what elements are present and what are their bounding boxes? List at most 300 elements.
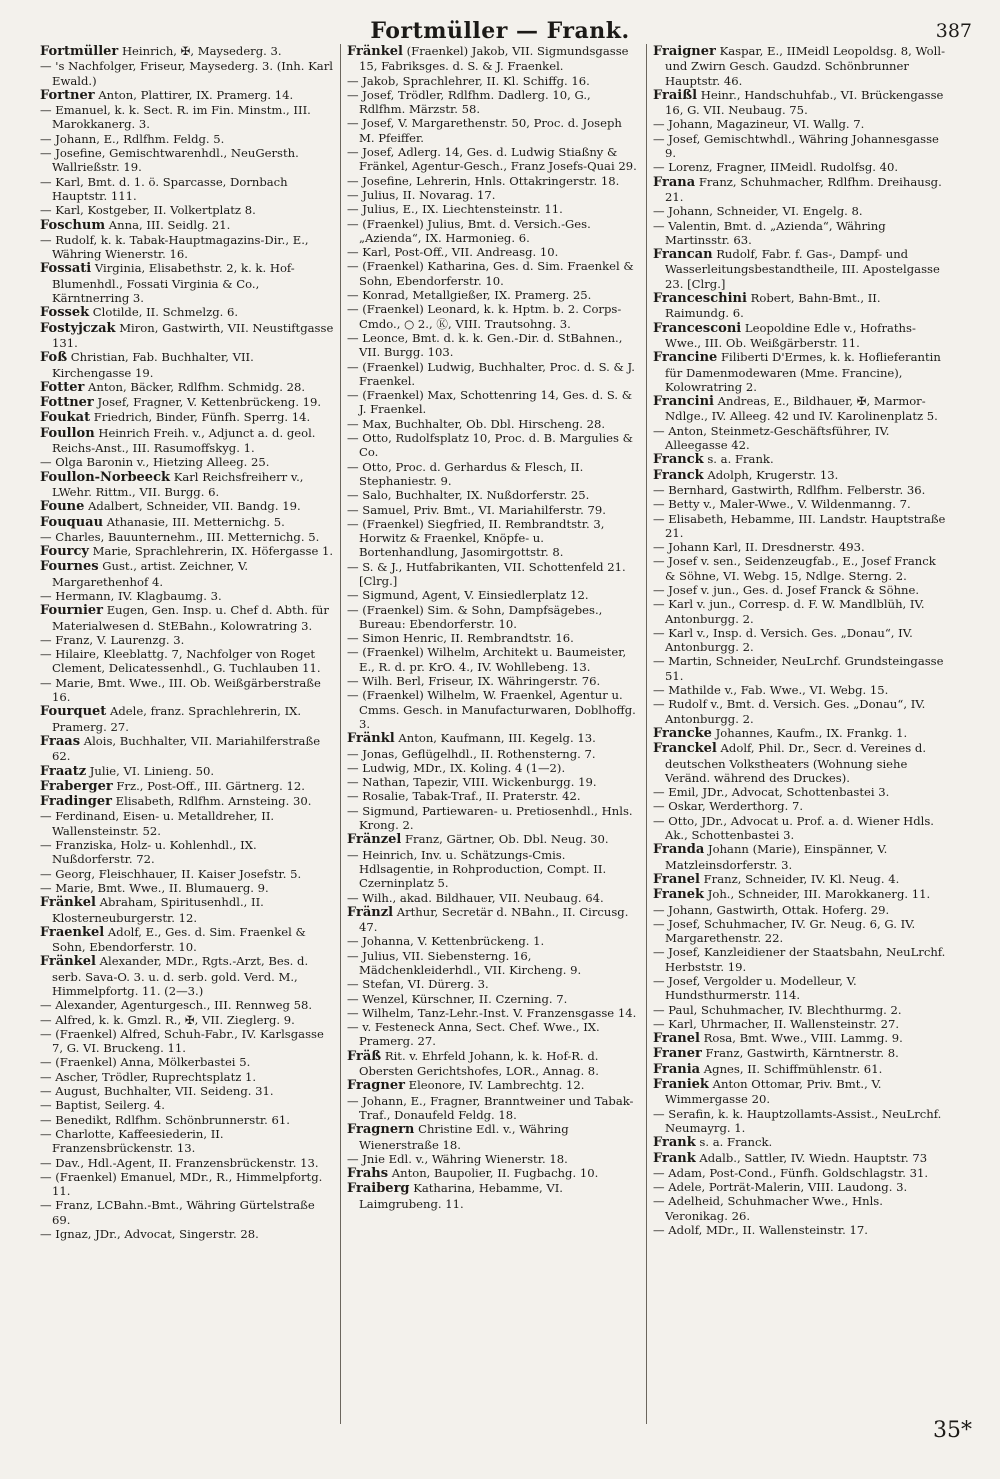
entry-headword: Fraenkel xyxy=(40,924,105,940)
entry-text: — (Fraenkel) Ludwig, Buchhalter, Proc. d. S. & J. Fraenkel. xyxy=(347,359,635,388)
entry-text: — Alexander, Agenturgesch., III. Rennweg 58. xyxy=(40,998,313,1013)
directory-entry xyxy=(347,74,640,88)
directory-entry xyxy=(40,633,334,647)
directory-entry xyxy=(347,1181,640,1211)
entry-text: Athanasie, III. Metternichg. 5. xyxy=(106,514,285,529)
directory-entry xyxy=(653,483,946,497)
directory-entry xyxy=(653,1077,946,1107)
directory-entry xyxy=(347,949,640,978)
directory-entry xyxy=(40,44,334,59)
entry-text: — Adolf, MDr., II. Wallensteinstr. 17. xyxy=(653,1223,868,1238)
entry-text: — Franz, LCBahn.-Bmt., Währing Gürtelstraße 69. xyxy=(40,1198,315,1227)
directory-entry xyxy=(653,44,946,88)
directory-entry xyxy=(653,554,946,583)
directory-entry xyxy=(653,1194,946,1223)
directory-entry xyxy=(653,842,946,872)
entry-headword: Fostyjczak xyxy=(40,320,116,336)
column-left xyxy=(34,44,340,1424)
directory-entry xyxy=(347,848,640,891)
entry-text: — Karl, Post-Off., VII. Andreasg. 10. xyxy=(347,245,559,260)
directory-entry xyxy=(347,747,640,761)
entry-text: — Josef, V. Margarethenstr. 50, Proc. d. Joseph M. Pfeiffer. xyxy=(347,116,622,145)
entry-text: — Adele, Porträt-Malerin, VIII. Laudong. 3. xyxy=(653,1180,908,1195)
entry-headword: Francke xyxy=(653,725,712,741)
directory-entry xyxy=(347,674,640,688)
entry-headword: Fraas xyxy=(40,733,81,749)
entry-text: Gust., artist. Zeichner, V. Margarethenhof 4. xyxy=(52,559,249,589)
directory-entry xyxy=(653,814,946,843)
directory-entry xyxy=(653,654,946,683)
entry-headword: Fossati xyxy=(40,261,92,277)
directory-entry xyxy=(347,88,640,117)
entry-text: Abraham, Spiritusenhdl., II. Klosterneuburgerstr. 12. xyxy=(52,895,264,925)
entry-text: — Johann, E., Rdlfhm. Feldg. 5. xyxy=(40,131,225,146)
entry-text: — Wilh., akad. Bildhauer, VII. Neubaug. 64. xyxy=(347,890,604,905)
directory-entry xyxy=(653,1135,946,1150)
entry-text: Adolf, E., Ges. d. Sim. Fraenkel & Sohn, Ebendorferstr. 10. xyxy=(52,924,306,955)
directory-entry xyxy=(653,1003,946,1017)
entry-text: — Julius, VII. Siebensterng. 16, Mädchenkleiderhdl., VII. Kircheng. 9. xyxy=(347,948,582,977)
entry-headword: Francesconi xyxy=(653,320,742,336)
directory-entry xyxy=(653,974,946,1003)
entry-headword: Fraiberg xyxy=(347,1181,410,1197)
directory-entry xyxy=(347,1166,640,1181)
entry-text: — Josef v. jun., Ges. d. Josef Franck & Söhne. xyxy=(653,582,920,597)
entry-text: Adolph, Krugerstr. 13. xyxy=(707,467,839,482)
column-right xyxy=(646,44,952,1424)
directory-entry xyxy=(653,583,946,597)
entry-headword: Fradinger xyxy=(40,794,112,810)
directory-entry xyxy=(40,426,334,456)
entry-text: — Johann Karl, II. Dresdnerstr. 493. xyxy=(653,540,865,555)
signature-mark: 35* xyxy=(933,1418,972,1443)
entry-text: — Paul, Schuhmacher, IV. Blechthurmg. 2. xyxy=(653,1002,902,1017)
entry-text: — Josefine, Lehrerin, Hnls. Ottakringerstr. 18. xyxy=(347,173,620,188)
directory-entry xyxy=(40,998,334,1012)
entry-text: Friedrich, Binder, Fünfh. Sperrg. 14. xyxy=(93,410,311,425)
directory-entry xyxy=(347,174,640,188)
entry-text: — Benedikt, Rdlfhm. Schönbrunnerstr. 61. xyxy=(40,1112,290,1127)
entry-text: Agnes, II. Schiffmühlenstr. 61. xyxy=(703,1061,883,1076)
entry-text: — Leonce, Bmt. d. k. k. Gen.-Dir. d. StBahnen., VII. Burgg. 103. xyxy=(347,330,623,360)
entry-text: Adolf, Phil. Dr., Secr. d. Vereines d. deutschen Volkstheaters (Wohnung siehe Veränd. während des Druckes). xyxy=(665,741,927,785)
directory-entry xyxy=(347,259,640,288)
directory-entry xyxy=(347,217,640,246)
directory-entry xyxy=(347,977,640,991)
directory-entry xyxy=(347,992,640,1006)
entry-text: — (Fraenkel) Leonard, k. k. Hptm. b. 2. Corps-Cmdo., ○ 2., Ⓚ, VIII. Trautsohng. 3. xyxy=(347,302,622,331)
directory-entry xyxy=(653,1046,946,1061)
directory-entry xyxy=(40,175,334,204)
directory-entry xyxy=(40,734,334,764)
directory-entry xyxy=(40,676,334,705)
directory-entry xyxy=(40,499,334,514)
directory-entry xyxy=(40,103,334,132)
entry-text: — Julius, II. Novarag. 17. xyxy=(347,187,496,202)
entry-text: — (Fraenkel) Max, Schottenring 14, Ges. d. S. & J. Fraenkel. xyxy=(347,388,633,417)
entry-text: — Karl, Bmt. d. 1. ö. Sparcasse, Dornbach Hauptstr. 111. xyxy=(40,174,288,203)
directory-entry xyxy=(653,394,946,424)
entry-headword: Franel xyxy=(653,1031,700,1047)
entry-text: Katharina, Hebamme, VI. Laimgrubeng. 11. xyxy=(359,1181,563,1211)
directory-entry xyxy=(653,350,946,394)
entry-text: Franz, Gärtner, Ob. Dbl. Neug. 30. xyxy=(405,832,609,847)
entry-text: Rudolf, Fabr. f. Gas-, Dampf- und Wasserleitungsbestandtheile, III. Apostelgasse 23. [Clrg.] xyxy=(665,247,940,291)
directory-entry xyxy=(653,512,946,541)
directory-entry xyxy=(653,540,946,554)
column-middle xyxy=(340,44,646,1424)
entry-text: — v. Festeneck Anna, Sect. Chef. Wwe., IX. Pramerg. 27. xyxy=(347,1020,600,1049)
directory-entry xyxy=(40,146,334,175)
entry-text: — Samuel, Priv. Bmt., VI. Mariahilferstr. 79. xyxy=(347,502,606,517)
directory-entry xyxy=(653,452,946,467)
entry-text: — Ferdinand, Eisen- u. Metalldreher, II. Wallensteinstr. 52. xyxy=(40,809,275,838)
directory-entry xyxy=(40,233,334,262)
directory-entry xyxy=(40,603,334,633)
directory-entry xyxy=(653,291,946,321)
entry-text: — Elisabeth, Hebamme, III. Landstr. Hauptstraße 21. xyxy=(653,511,946,540)
entry-text: Eleonore, IV. Lambrechtg. 12. xyxy=(408,1078,585,1093)
directory-entry xyxy=(347,1122,640,1152)
directory-entry xyxy=(653,1107,946,1136)
directory-entry xyxy=(347,331,640,360)
entry-text: Anton, Baupolier, II. Fugbachg. 10. xyxy=(391,1166,599,1181)
directory-entry xyxy=(40,305,334,320)
entry-text: Rosa, Bmt. Wwe., VIII. Lammg. 9. xyxy=(703,1031,903,1046)
directory-entry xyxy=(40,321,334,351)
entry-text: — Johanna, V. Kettenbrückeng. 1. xyxy=(347,934,545,949)
directory-entry xyxy=(653,1166,946,1180)
directory-entry xyxy=(40,895,334,925)
entry-text: — Dav., Hdl.-Agent, II. Franzensbrückenstr. 13. xyxy=(40,1155,319,1170)
entry-text: — (Fraenkel) Katharina, Ges. d. Sim. Fraenkel & Sohn, Ebendorferstr. 10. xyxy=(347,259,634,288)
entry-text: — Adam, Post-Cond., Fünfh. Goldschlagstr. 31. xyxy=(653,1165,929,1180)
directory-entry xyxy=(347,288,640,302)
directory-entry xyxy=(653,132,946,161)
entry-text: Christian, Fab. Buchhalter, VII. Kirchengasse 19. xyxy=(52,350,254,380)
entry-text: — 's Nachfolger, Friseur, Maysederg. 3. (Inh. Karl Ewald.) xyxy=(40,59,333,88)
directory-entry xyxy=(40,88,334,103)
directory-entry xyxy=(347,905,640,935)
entry-headword: Fourcy xyxy=(40,544,89,560)
directory-entry xyxy=(653,741,946,785)
directory-entry xyxy=(40,59,334,88)
directory-entry xyxy=(40,1198,334,1227)
directory-entry xyxy=(347,588,640,602)
directory-entry xyxy=(347,488,640,502)
directory-columns xyxy=(34,44,978,1424)
directory-entry xyxy=(347,431,640,460)
directory-entry xyxy=(40,455,334,469)
entry-headword: Franck xyxy=(653,452,704,468)
entry-headword: Franckel xyxy=(653,741,717,757)
entry-headword: Frank xyxy=(653,1150,696,1166)
entry-text: — Josef v. sen., Seidenzeugfab., E., Josef Franck & Söhne, VI. Webg. 15, Ndlge. Sterng. 2. xyxy=(653,554,936,583)
directory-entry xyxy=(347,44,640,74)
entry-text: — Ignaz, JDr., Advocat, Singerstr. 28. xyxy=(40,1227,259,1242)
directory-entry xyxy=(347,761,640,775)
entry-text: Anna, III. Seidlg. 21. xyxy=(108,217,231,232)
entry-text: — (Fraenkel) Julius, Bmt. d. Versich.-Ges. „Azienda“, IX. Harmonieg. 6. xyxy=(347,216,591,245)
directory-entry xyxy=(40,1170,334,1199)
entry-text: — Simon Henric, II. Rembrandtstr. 16. xyxy=(347,631,574,646)
directory-entry xyxy=(653,1180,946,1194)
entry-text: — Hilaire, Kleeblattg. 7, Nachfolger von Roget Clement, Delicatessenhdl., G. Tuchlauben 11. xyxy=(40,647,321,676)
entry-text: — Karl, Uhrmacher, II. Wallensteinstr. 27. xyxy=(653,1016,900,1031)
directory-entry xyxy=(40,1070,334,1084)
entry-text: — Alfred, k. k. Gmzl. R., ✠, VII. Zieglerg. 9. xyxy=(40,1012,295,1027)
entry-headword: Frana xyxy=(653,174,696,190)
entry-text: Heinrich, ✠, Maysederg. 3. xyxy=(121,44,282,58)
directory-entry xyxy=(40,261,334,305)
entry-text: — Franziska, Holz- u. Kohlenhdl., IX. Nußdorferstr. 72. xyxy=(40,838,257,867)
entry-text: Elisabeth, Rdlfhm. Arnsteing. 30. xyxy=(115,794,312,809)
entry-text: — Johann, Schneider, VI. Engelg. 8. xyxy=(653,204,863,219)
directory-entry xyxy=(347,789,640,803)
entry-text: Adele, franz. Sprachlehrerin, IX. Pramerg. 27. xyxy=(52,704,302,734)
entry-headword: Fortmüller xyxy=(40,44,119,59)
entry-headword: Frahs xyxy=(347,1166,389,1182)
entry-text: — Wenzel, Kürschner, II. Czerning. 7. xyxy=(347,991,568,1006)
entry-text: — Martin, Schneider, NeuLrchf. Grundsteingasse 51. xyxy=(653,654,944,683)
entry-text: — Josef, Schuhmacher, IV. Gr. Neug. 6, G. IV. Margarethenstr. 22. xyxy=(653,916,916,946)
entry-headword: Fortner xyxy=(40,87,95,103)
directory-entry xyxy=(653,887,946,902)
directory-entry xyxy=(40,559,334,589)
entry-headword: Fraißl xyxy=(653,87,698,103)
entry-headword: Fränkel xyxy=(40,895,96,911)
entry-text: — Konrad, Metallgießer, IX. Pramerg. 25. xyxy=(347,288,592,303)
entry-text: — Hermann, IV. Klagbaumg. 3. xyxy=(40,588,222,603)
directory-entry xyxy=(40,1227,334,1241)
entry-text: Franz, Schuhmacher, Rdlfhm. Dreihausg. 21. xyxy=(665,174,942,204)
entry-headword: Franceschini xyxy=(653,291,747,307)
entry-text: — Marie, Bmt. Wwe., III. Ob. Weißgärberstraße 16. xyxy=(40,675,321,705)
directory-entry xyxy=(347,804,640,833)
directory-entry xyxy=(347,1078,640,1093)
entry-headword: Fränkel xyxy=(40,954,96,970)
entry-text: — (Fraenkel) Wilhelm, W. Fraenkel, Agentur u. Cmms. Gesch. in Manufacturwaren, Doblhoffg. 3. xyxy=(347,688,636,731)
entry-text: — Josef, Gemischtwhdl., Währing Johannesgasse 9. xyxy=(653,131,939,161)
entry-text: — (Fraenkel) Siegfried, II. Rembrandtstr. 3, Horwitz & Fraenkel, Knöpfe- u. Bortenhandlung, Jasomirgottstr. 8. xyxy=(347,516,605,560)
directory-entry xyxy=(40,470,334,500)
directory-entry xyxy=(653,247,946,291)
entry-text: Clotilde, II. Schmelzg. 6. xyxy=(92,305,239,320)
entry-text: — Baptist, Seilerg. 4. xyxy=(40,1098,165,1113)
directory-entry xyxy=(653,626,946,655)
entry-headword: Franel xyxy=(653,871,700,887)
entry-headword: Franck xyxy=(653,467,704,483)
directory-entry xyxy=(347,503,640,517)
directory-entry xyxy=(40,838,334,867)
entry-text: — Wilhelm, Tanz-Lehr.-Inst. V. Franzensgasse 14. xyxy=(347,1005,637,1020)
directory-entry xyxy=(347,360,640,389)
directory-entry xyxy=(40,881,334,895)
entry-text: Leopoldine Edle v., Hofraths-Wwe., III. Ob. Weißgärberstr. 11. xyxy=(665,320,916,350)
entry-text: — Lorenz, Fragner, IIMeidl. Rudolfsg. 40. xyxy=(653,160,899,175)
directory-entry xyxy=(347,1094,640,1123)
entry-text: Julie, VI. Linieng. 50. xyxy=(89,763,215,778)
entry-headword: Fragner xyxy=(347,1078,405,1094)
directory-entry xyxy=(347,417,640,431)
directory-entry xyxy=(653,872,946,887)
entry-headword: Fränzl xyxy=(347,904,394,920)
directory-entry xyxy=(653,1062,946,1077)
directory-entry xyxy=(347,517,640,560)
directory-entry xyxy=(347,688,640,731)
entry-text: — Josef, Vergolder u. Modelleur, V. Hundsthurmerstr. 114. xyxy=(653,974,857,1003)
entry-text: — (Fraenkel) Sim. & Sohn, Dampfsägebes., Bureau: Ebendorferstr. 10. xyxy=(347,602,603,631)
directory-entry xyxy=(653,88,946,118)
entry-headword: Fournier xyxy=(40,603,104,619)
entry-text: — Sigmund, Partiewaren- u. Pretiosenhdl., Hnls. Krong. 2. xyxy=(347,803,633,833)
entry-text: Johann (Marie), Einspänner, V. Matzleinsdorferstr. 3. xyxy=(665,842,888,872)
directory-entry xyxy=(653,1151,946,1166)
entry-text: s. a. Frank. xyxy=(707,452,774,467)
entry-headword: Fourquet xyxy=(40,704,107,720)
entry-text: Alois, Buchhalter, VII. Mariahilferstraße 62. xyxy=(52,733,321,764)
directory-entry xyxy=(40,1027,334,1056)
entry-text: Kaspar, E., IIMeidl Leopoldsg. 8, Woll- und Zwirn Gesch. Gaudzd. Schönbrunner Hauptstr. 46. xyxy=(665,44,945,88)
directory-entry xyxy=(40,954,334,998)
entry-headword: Francini xyxy=(653,394,714,410)
directory-entry xyxy=(40,1084,334,1098)
directory-entry xyxy=(347,603,640,632)
entry-text: — Marie, Bmt. Wwe., II. Blumauerg. 9. xyxy=(40,880,269,895)
entry-text: — Oskar, Werderthorg. 7. xyxy=(653,799,804,814)
entry-headword: Foschum xyxy=(40,217,106,233)
directory-entry xyxy=(40,380,334,395)
entry-headword: Foukat xyxy=(40,410,91,426)
directory-entry xyxy=(40,1098,334,1112)
directory-entry xyxy=(40,132,334,146)
directory-entry xyxy=(40,350,334,380)
entry-headword: Fournes xyxy=(40,559,99,575)
directory-entry xyxy=(40,794,334,809)
directory-entry xyxy=(40,867,334,881)
entry-text: — Max, Buchhalter, Ob. Dbl. Hirscheng. 28. xyxy=(347,416,606,431)
directory-entry xyxy=(653,117,946,131)
entry-text: Johannes, Kaufm., IX. Frankg. 1. xyxy=(715,725,908,740)
directory-entry xyxy=(40,410,334,425)
directory-entry xyxy=(347,891,640,905)
entry-text: Franz, Gastwirth, Kärntnerstr. 8. xyxy=(705,1046,899,1061)
entry-headword: Fraigner xyxy=(653,44,716,59)
entry-headword: Foß xyxy=(40,350,68,366)
directory-entry xyxy=(40,544,334,559)
entry-text: Alexander, MDr., Rgts.-Arzt, Bes. d. serb. Sava-O. 3. u. d. serb. gold. Verd. M., Himmelpfortg. 11. (2—3.) xyxy=(52,954,309,998)
entry-text: Eugen, Gen. Insp. u. Chef d. Abth. für Materialwesen d. StEBahn., Kolowratring 3. xyxy=(52,603,329,633)
entry-headword: Fotter xyxy=(40,379,85,395)
entry-text: Frz., Post-Off., III. Gärtnerg. 12. xyxy=(116,778,305,793)
entry-text: — Otto, Proc. d. Gerhardus & Flesch, II. Stephaniestr. 9. xyxy=(347,459,584,488)
entry-text: — Josefine, Gemischtwarenhdl., NeuGersth. Wallrießstr. 19. xyxy=(40,146,299,175)
entry-text: — Johann, Magazineur, VI. Wallg. 7. xyxy=(653,117,865,132)
directory-entry xyxy=(347,388,640,417)
entry-text: Miron, Gastwirth, VII. Neustiftgasse 131. xyxy=(52,320,334,350)
entry-text: Adalb., Sattler, IV. Wiedn. Hauptstr. 73 xyxy=(699,1150,928,1165)
directory-entry xyxy=(40,1013,334,1027)
entry-text: Joh., Schneider, III. Marokkanerg. 11. xyxy=(707,887,931,902)
entry-text: Andreas, E., Bildhauer, ✠, Marmor-Ndlge., IV. Alleeg. 42 und IV. Karolinenplatz 5. xyxy=(665,394,938,424)
entry-text: Anton, Bäcker, Rdlfhm. Schmidg. 28. xyxy=(88,379,306,394)
directory-entry xyxy=(653,204,946,218)
directory-entry xyxy=(653,917,946,946)
directory-entry xyxy=(347,1049,640,1079)
directory-entry xyxy=(653,468,946,483)
directory-entry xyxy=(40,395,334,410)
directory-entry xyxy=(653,175,946,205)
entry-text: — Wilh. Berl, Friseur, IX. Währingerstr. 76. xyxy=(347,674,601,689)
directory-entry xyxy=(40,530,334,544)
entry-headword: Franek xyxy=(653,887,705,903)
directory-entry xyxy=(347,202,640,216)
entry-text: — Stefan, VI. Dürerg. 3. xyxy=(347,977,489,992)
entry-text: — Bernhard, Gastwirth, Rdlfhm. Felberstr. 36. xyxy=(653,482,926,497)
entry-text: — Josef, Kanzleidiener der Staatsbahn, NeuLrchf. Herbststr. 19. xyxy=(653,945,946,974)
entry-text: Marie, Sprachlehrerin, IX. Höfergasse 1. xyxy=(92,544,334,559)
directory-entry xyxy=(347,116,640,145)
entry-headword: Franda xyxy=(653,842,705,858)
entry-headword: Fräß xyxy=(347,1048,382,1064)
directory-entry xyxy=(653,321,946,351)
entry-text: — Adelheid, Schuhmacher Wwe., Hnls. Veronikag. 26. xyxy=(653,1194,883,1223)
directory-entry xyxy=(653,424,946,453)
entry-text: — Emil, JDr., Advocat, Schottenbastei 3. xyxy=(653,785,890,800)
entry-text: — (Fraenkel) Anna, Mölkerbastei 5. xyxy=(40,1055,251,1070)
directory-entry xyxy=(347,934,640,948)
entry-text: — Jnie Edl. v., Währing Wienerstr. 18. xyxy=(347,1151,568,1166)
entry-text: Filiberti D'Ermes, k. k. Hoflieferantin für Damenmodewaren (Mme. Francine), Kolowratring 2. xyxy=(665,350,941,394)
directory-entry xyxy=(347,460,640,489)
entry-text: (Fraenkel) Jakob, VII. Sigmundsgasse 15, Fabriksges. d. S. & J. Fraenkel. xyxy=(359,44,629,74)
entry-text: — Josef, Adlerg. 14, Ges. d. Ludwig Stiaßny & Fränkel, Agentur-Gesch., Franz Josefs-Quai 29. xyxy=(347,145,637,174)
entry-text: — Ascher, Trödler, Ruprechtsplatz 1. xyxy=(40,1069,257,1084)
entry-headword: Foullon-Norbeeck xyxy=(40,469,170,485)
entry-headword: Francan xyxy=(653,247,713,263)
entry-headword: Franiek xyxy=(653,1077,709,1093)
entry-headword: Fraberger xyxy=(40,778,113,794)
entry-text: — Anton, Steinmetz-Geschäftsführer, IV. Alleegasse 42. xyxy=(653,423,890,453)
entry-headword: Fragnern xyxy=(347,1122,415,1138)
entry-headword: Frank xyxy=(653,1135,696,1151)
directory-entry xyxy=(653,1223,946,1237)
directory-entry xyxy=(653,1017,946,1031)
directory-entry xyxy=(653,683,946,697)
entry-text: — Emanuel, k. k. Sect. R. im Fin. Minstm., III. Marokkanerg. 3. xyxy=(40,103,311,132)
entry-text: — Betty v., Maler-Wwe., V. Wildenmanng. 7. xyxy=(653,497,911,512)
entry-headword: Fottner xyxy=(40,395,94,411)
directory-entry xyxy=(653,799,946,813)
running-head: Fortmüller — Frank. xyxy=(370,18,630,44)
directory-entry xyxy=(653,726,946,741)
directory-entry xyxy=(40,589,334,603)
entry-text: — Otto, Rudolfsplatz 10, Proc. d. B. Margulies & Co. xyxy=(347,431,633,460)
entry-text: — Karl, Kostgeber, II. Volkertplatz 8. xyxy=(40,203,256,218)
entry-text: — Jakob, Sprachlehrer, II. Kl. Schiffg. 16. xyxy=(347,73,590,88)
entry-text: Adalbert, Schneider, VII. Bandg. 19. xyxy=(88,499,301,514)
entry-text: — Johann, E., Fragner, Branntweiner und Tabak-Traf., Donaufeld Feldg. 18. xyxy=(347,1093,634,1122)
entry-text: — Josef, Trödler, Rdlfhm. Dadlerg. 10, G., Rdlfhm. Märzstr. 58. xyxy=(347,87,591,117)
entry-text: — Charlotte, Kaffeesiederin, II. Franzensbrückenstr. 13. xyxy=(40,1126,224,1156)
directory-entry xyxy=(40,203,334,217)
entry-text: — Sigmund, Agent, V. Einsiedlerplatz 12. xyxy=(347,588,589,603)
entry-text: Heinrich Freih. v., Adjunct a. d. geol. Reichs-Anst., III. Rasumoffskyg. 1. xyxy=(52,425,316,456)
directory-entry xyxy=(347,775,640,789)
directory-entry xyxy=(347,1020,640,1049)
directory-entry xyxy=(40,1055,334,1069)
entry-text: Anton Ottomar, Priv. Bmt., V. Wimmergasse 20. xyxy=(665,1077,882,1107)
